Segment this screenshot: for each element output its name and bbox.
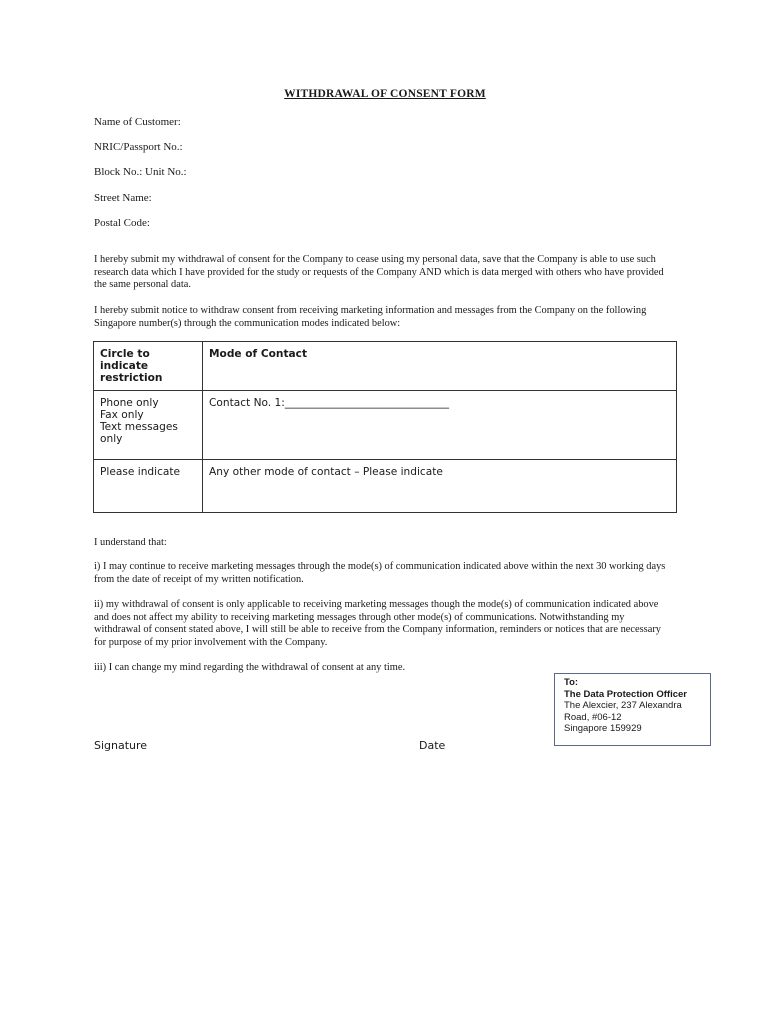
customer-name-field: Name of Customer: — [94, 116, 181, 128]
address-recipient: The Data Protection Officer — [564, 688, 687, 700]
please-indicate-cell[interactable]: Please indicate — [94, 460, 203, 513]
form-title: WITHDRAWAL OF CONSENT FORM — [284, 88, 486, 100]
text-messages-option[interactable]: Text messages only — [100, 421, 178, 445]
address-to-label: To: — [564, 677, 579, 688]
signature-label[interactable]: Signature — [94, 739, 148, 752]
block-unit-field: Block No.: Unit No.: — [94, 166, 187, 178]
address-box — [554, 673, 711, 746]
date-label[interactable]: Date — [419, 739, 446, 752]
postal-code-field: Postal Code: — [94, 217, 150, 229]
nric-passport-field: NRIC/Passport No.: — [94, 141, 183, 153]
table-row — [94, 460, 677, 513]
understand-item-1: i) I may continue to receive marketing messages through the mode(s) of communication indicated above within the next 30 working days from the date of receipt of my written notification. — [94, 561, 666, 585]
address-line-2: Road, #06-12 — [564, 711, 622, 723]
mode-header: Mode of Contact — [203, 342, 677, 391]
street-name-field: Street Name: — [94, 192, 152, 204]
address-line-1: The Alexcier, 237 Alexandra — [564, 700, 682, 711]
understand-item-2: ii) my withdrawal of consent is only applicable to receiving marketing messages though the mode(s) of communication indicated above and does not affect my ability to receiving marketing messages through other mode(s) of communications. Notwithstanding my withdrawal of consent stated above, I will still be able to receive from the Company information, reminders or notices that are necessary for purpose of my prior involvement with the Company. — [94, 599, 661, 648]
table-header-row — [94, 342, 677, 391]
understand-intro: I understand that: — [94, 537, 167, 548]
table-row — [94, 391, 677, 460]
withdrawal-statement: I hereby submit my withdrawal of consent for the Company to cease using my personal data, save that the Company is able to use such research data which I have provided for the study or requests of the Company AND which is data merged with others who have provided the same personal data. — [94, 254, 664, 291]
address-line-3: Singapore 159929 — [564, 723, 642, 734]
marketing-notice-statement: I hereby submit notice to withdraw consent from receiving marketing information and messages from the Company on the following Singapore number(s) through the communication modes indicated below: — [94, 305, 647, 329]
contact-mode-table — [93, 341, 677, 513]
contact-number-cell[interactable]: Contact No. 1:_______________________________ — [203, 391, 677, 460]
restriction-options-cell[interactable] — [94, 391, 203, 460]
understand-item-3: iii) I can change my mind regarding the withdrawal of consent at any time. — [94, 662, 406, 673]
phone-only-option[interactable]: Phone only — [100, 397, 159, 409]
restriction-header: Circle to indicate restriction — [94, 342, 203, 391]
fax-only-option[interactable]: Fax only — [100, 409, 144, 421]
other-mode-cell[interactable]: Any other mode of contact – Please indicate — [203, 460, 677, 513]
